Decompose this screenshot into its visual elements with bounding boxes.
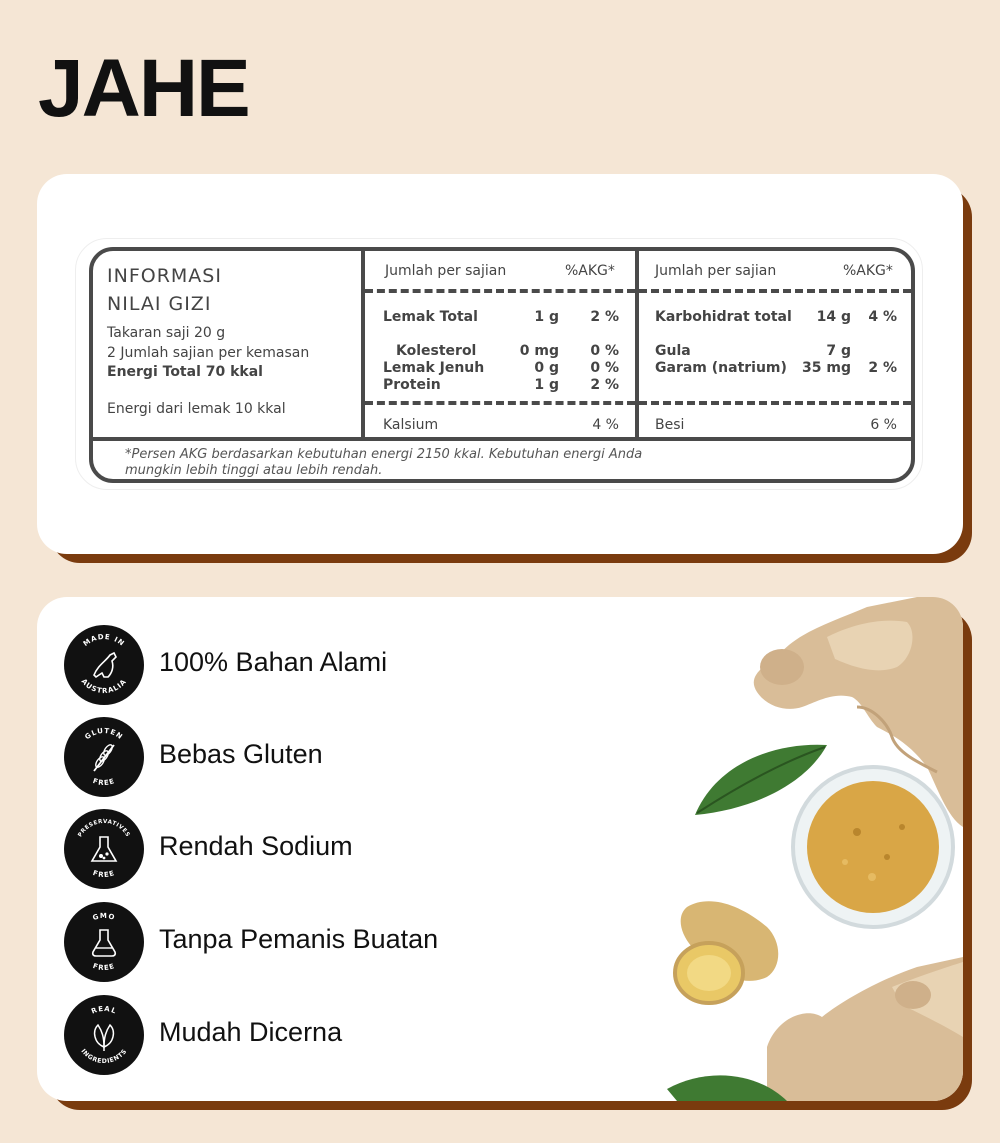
svg-text:AUSTRALIA: AUSTRALIA — [79, 677, 129, 696]
mid-header-akg: %AKG* — [565, 263, 615, 279]
svg-text:FREE: FREE — [91, 868, 117, 880]
row-name: Lemak Total — [383, 309, 478, 325]
row-name: Kolesterol — [396, 343, 477, 359]
svg-text:PRESERVATIVES: PRESERVATIVES — [77, 818, 131, 839]
row-amount: 7 g — [826, 343, 851, 359]
row-name: Garam (natrium) — [655, 360, 787, 376]
feature-label: Rendah Sodium — [159, 831, 353, 861]
energy-from-fat: Energi dari lemak 10 kkal — [107, 401, 286, 417]
made-in-australia-badge-icon — [64, 625, 144, 705]
feature-label: Tanpa Pemanis Buatan — [159, 924, 439, 954]
row-name: Besi — [655, 417, 685, 433]
ginger-root-bottom-icon — [767, 957, 963, 1101]
real-ingredients-badge-icon — [64, 995, 144, 1075]
feature-label: Mudah Dicerna — [159, 1017, 343, 1047]
row-name: Karbohidrat total — [655, 309, 792, 325]
row-amount: 35 mg — [802, 360, 851, 376]
row-akg: 2 % — [590, 377, 619, 393]
row-name: Gula — [655, 343, 691, 359]
right-header-amount: Jumlah per sajian — [655, 263, 777, 279]
preservatives-free-badge-icon — [64, 809, 144, 889]
feature-label: 100% Bahan Alami — [159, 647, 388, 677]
row-akg: 4 % — [868, 309, 897, 325]
svg-text:GMO: GMO — [91, 911, 117, 923]
row-akg: 6 % — [870, 417, 897, 433]
ginger-illustration — [617, 597, 963, 1101]
feature-low-sodium — [64, 809, 484, 889]
svg-text:INGREDIENTS: INGREDIENTS — [79, 1047, 129, 1066]
feature-label: Bebas Gluten — [159, 739, 323, 769]
row-amount: 1 g — [534, 309, 559, 325]
nutrition-heading-2: NILAI GIZI — [107, 293, 212, 315]
nutrition-heading-1: INFORMASI — [107, 265, 222, 287]
row-name: Kalsium — [383, 417, 439, 433]
row-name: Protein — [383, 377, 441, 393]
feature-gluten-free — [64, 717, 484, 797]
row-name: Lemak Jenuh — [383, 360, 485, 376]
row-akg: 2 % — [590, 309, 619, 325]
svg-text:FREE: FREE — [91, 961, 117, 973]
row-akg: 2 % — [868, 360, 897, 376]
nutrition-card — [37, 174, 963, 554]
nutrition-facts-label — [89, 247, 915, 483]
mid-header-amount: Jumlah per sajian — [385, 263, 507, 279]
footnote-line-2: mungkin lebih tinggi atau lebih rendah. — [125, 463, 383, 478]
servings-per-pack: 2 Jumlah sajian per kemasan — [107, 345, 310, 361]
gmo-free-badge-icon — [64, 902, 144, 982]
ginger-slices-icon — [675, 901, 778, 1003]
serving-size: Takaran saji 20 g — [107, 325, 226, 341]
row-amount: 0 g — [534, 360, 559, 376]
svg-text:MADE IN: MADE IN — [81, 632, 127, 649]
feature-easy-digest — [64, 995, 484, 1075]
total-energy: Energi Total 70 kkal — [107, 364, 263, 380]
feature-no-sweetener — [64, 902, 484, 982]
ginger-powder-bowl — [793, 767, 953, 927]
row-akg: 4 % — [592, 417, 619, 433]
page-title: JAHE — [38, 43, 249, 134]
row-akg: 0 % — [590, 343, 619, 359]
row-amount: 0 mg — [519, 343, 559, 359]
feature-natural — [64, 625, 484, 705]
features-card — [37, 597, 963, 1101]
row-amount: 1 g — [534, 377, 559, 393]
gluten-free-badge-icon — [64, 717, 144, 797]
footnote-line-1: *Persen AKG berdasarkan kebutuhan energi 2150 kkal. Kebutuhan energi Anda — [125, 447, 643, 462]
svg-text:GLUTEN: GLUTEN — [83, 726, 125, 742]
svg-text:FREE: FREE — [91, 776, 117, 788]
right-header-akg: %AKG* — [843, 263, 893, 279]
row-amount: 14 g — [816, 309, 851, 325]
svg-text:REAL: REAL — [90, 1004, 118, 1016]
row-akg: 0 % — [590, 360, 619, 376]
